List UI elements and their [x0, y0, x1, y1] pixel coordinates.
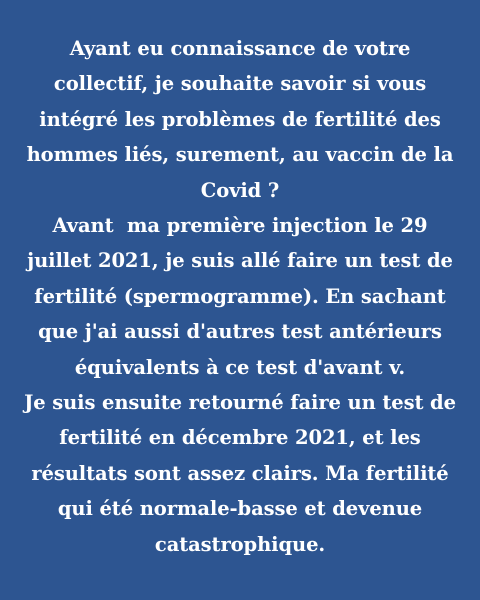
text-line: Ayant eu connaissance de votre	[69, 37, 411, 60]
text-line: résultats sont assez clairs. Ma fertilité	[31, 461, 449, 485]
text-line: hommes liés, surement, au vaccin de la	[26, 143, 454, 167]
text-line: fertilité (spermogramme). En sachant	[34, 284, 446, 308]
text-line: Avant ma première injection le 29	[52, 214, 428, 238]
text-line: juillet 2021, je suis allé faire un test de	[27, 249, 453, 273]
text-line: fertilité en décembre 2021, et les	[59, 426, 421, 450]
text-line: qui été normale-basse et devenue	[57, 497, 423, 521]
text-line: Covid ?	[200, 178, 280, 202]
text-line: équivalents à ce test d'avant v.	[74, 355, 406, 379]
text-line: Je suis ensuite retourné faire un test de	[24, 391, 456, 415]
testimony-text	[20, 31, 460, 562]
text-line: que j'ai aussi d'autres test antérieurs	[38, 320, 442, 344]
text-line: intégré les problèmes de fertilité des	[39, 107, 441, 131]
text-line: collectif, je souhaite savoir si vous	[53, 72, 427, 96]
text-line: catastrophique.	[154, 532, 326, 556]
